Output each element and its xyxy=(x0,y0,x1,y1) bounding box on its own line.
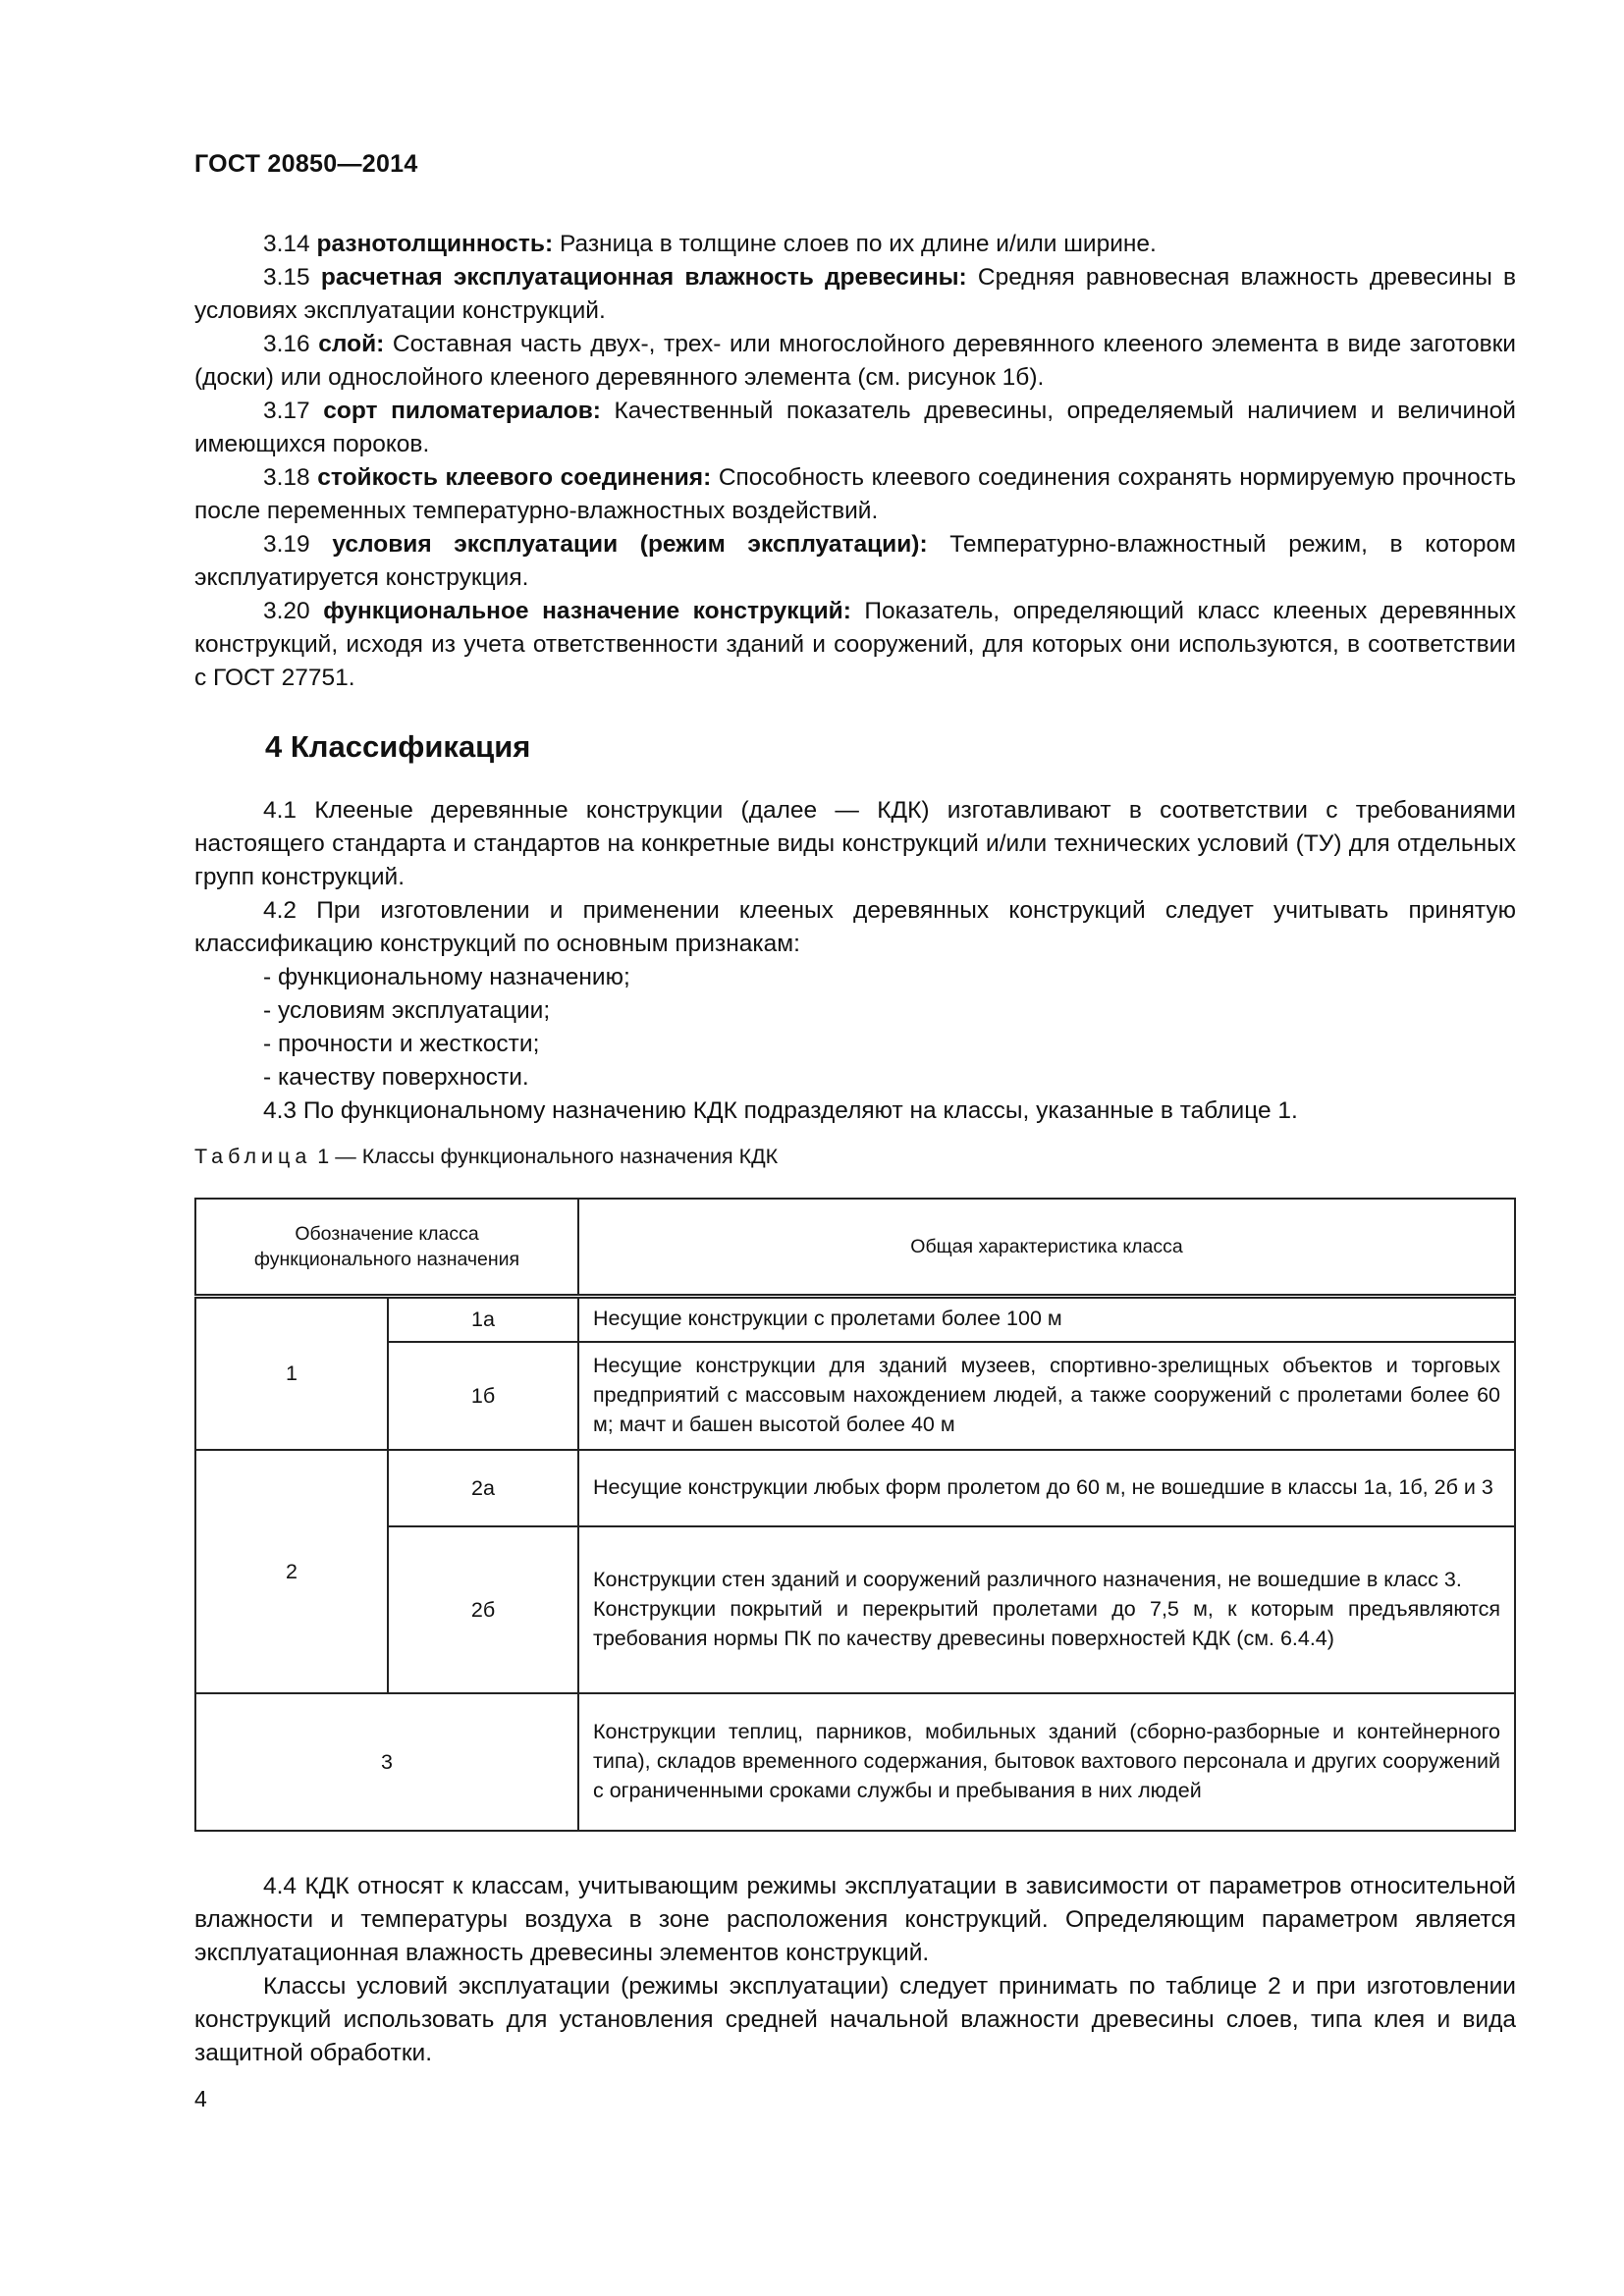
definition-3-15 xyxy=(194,261,1516,328)
classification-section xyxy=(194,794,1516,1128)
paragraph-4-1: 4.1 Клееные деревянные конструкции (далее — КДК) изготавливают в соответствии с требованиями настоящего стандарта и стандартов на конкретные виды конструкций и/или технических условий (ТУ) для отдельных групп конструкций. xyxy=(194,797,1516,890)
classes-table xyxy=(194,1198,1516,1832)
description-cell: Несущие конструкции любых форм пролетом до 60 м, не вошедшие в классы 1а, 1б, 2б и 3 xyxy=(578,1450,1515,1526)
header-class-description: Общая характеристика класса xyxy=(578,1199,1515,1297)
table-caption xyxy=(194,1145,778,1169)
definition-term: стойкость клеевого соединения: xyxy=(317,464,712,491)
table-row xyxy=(195,1526,1515,1693)
definition-text: Способность клеевого соединения сохранять нормируемую прочность после переменных температурно-влажностных воздействий. xyxy=(194,464,1517,524)
subclass-cell: 1б xyxy=(388,1342,578,1450)
table-row xyxy=(195,1693,1515,1831)
definition-term: расчетная эксплуатационная влажность древесины: xyxy=(320,264,967,291)
page-number: 4 xyxy=(194,2086,207,2111)
after-table-section xyxy=(194,1870,1516,2070)
definitions-list xyxy=(194,228,1516,695)
definition-number: 3.18 xyxy=(263,464,310,491)
definition-3-16 xyxy=(194,328,1516,395)
table-row xyxy=(195,1342,1515,1450)
definition-3-14 xyxy=(194,228,1516,261)
group-cell: 1 xyxy=(195,1297,388,1450)
paragraph-4-4: 4.4 КДК относят к классам, учитывающим режимы эксплуатации в зависимости от параметров относительной влажности и температуры воздуха в зоне расположения конструкций. Определяющим параметром является эксплуатационная влажность древесины элементов конструкций. xyxy=(194,1873,1516,1966)
definition-text: Составная часть двух-, трех- или многослойного деревянного клееного элемента в виде заготовки (доски) или однослойного клееного деревянного элемента (см. рисунок 1б). xyxy=(194,331,1516,391)
definition-text: Показатель, определяющий класс клееных деревянных конструкций, исходя из учета ответственности зданий и сооружений, для которых они используются, в соответствии с ГОСТ 27751. xyxy=(194,598,1516,691)
table-row xyxy=(195,1297,1515,1342)
table-header-row xyxy=(195,1199,1515,1297)
document-header: ГОСТ 20850—2014 xyxy=(194,150,418,178)
definition-term: слой: xyxy=(318,331,385,357)
definition-term: функциональное назначение конструкций: xyxy=(323,598,851,624)
group-cell: 2 xyxy=(195,1450,388,1693)
list-item: - условиям эксплуатации; xyxy=(263,997,551,1024)
definition-number: 3.15 xyxy=(263,264,310,291)
description-cell: Несущие конструкции с пролетами более 100 м xyxy=(578,1297,1515,1342)
paragraph-4-4-continued: Классы условий эксплуатации (режимы эксплуатации) следует принимать по таблице 2 и при изготовлении конструкций использовать для установления средней начальной влажности древесины слоев, типа клея и вида защитной обработки. xyxy=(194,1973,1516,2066)
definition-text: Разница в толщине слоев по их длине и/или ширине. xyxy=(553,231,1157,257)
table-caption-word: Таблица xyxy=(194,1145,312,1168)
definition-number: 3.17 xyxy=(263,398,310,424)
definition-3-19 xyxy=(194,528,1516,595)
group-cell: 3 xyxy=(195,1693,578,1831)
subclass-cell: 2а xyxy=(388,1450,578,1526)
description-cell xyxy=(578,1526,1515,1693)
list-item: - качеству поверхности. xyxy=(263,1064,529,1091)
section-title: 4 Классификация xyxy=(265,729,531,764)
subclass-cell: 2б xyxy=(388,1526,578,1693)
description-cell: Конструкции теплиц, парников, мобильных зданий (сборно-разборные и контейнерного типа), складов временного содержания, бытовок вахтового персонала и других сооружений с ограниченными сроками службы и пребывания в них людей xyxy=(578,1693,1515,1831)
description-cell: Несущие конструкции для зданий музеев, спортивно-зрелищных объектов и торговых предприятий с массовым нахождением людей, а также сооружений с пролетами более 60 м; мачт и башен высотой более 40 м xyxy=(578,1342,1515,1450)
list-item: - прочности и жесткости; xyxy=(263,1031,540,1057)
list-item: - функциональному назначению; xyxy=(263,964,630,990)
definition-number: 3.16 xyxy=(263,331,310,357)
definition-3-20 xyxy=(194,595,1516,695)
paragraph-4-2: 4.2 При изготовлении и применении клееных деревянных конструкций следует учитывать принятую классификацию конструкций по основным признакам: xyxy=(194,897,1516,957)
subclass-cell: 1а xyxy=(388,1297,578,1342)
definition-text: Качественный показатель древесины, определяемый наличием и величиной имеющихся пороков. xyxy=(194,398,1516,457)
definition-term: условия эксплуатации (режим эксплуатации): xyxy=(332,531,928,558)
definition-3-18 xyxy=(194,461,1516,528)
definition-text: Средняя равновесная влажность древесины в условиях эксплуатации конструкций. xyxy=(194,264,1517,324)
definition-number: 3.20 xyxy=(263,598,310,624)
definition-number: 3.14 xyxy=(263,231,310,257)
definition-term: сорт пиломатериалов: xyxy=(323,398,601,424)
description-line: Конструкции стен зданий и сооружений различного назначения, не вошедшие в класс 3. xyxy=(593,1567,1462,1591)
table-caption-text: 1 — Классы функционального назначения КДК xyxy=(311,1145,779,1168)
header-class-designation: Обозначение класса функционального назначения xyxy=(195,1199,578,1297)
definition-term: разнотолщинность: xyxy=(316,231,554,257)
table-row xyxy=(195,1450,1515,1526)
definition-3-17 xyxy=(194,395,1516,461)
description-line: Конструкции покрытий и перекрытий пролетами до 7,5 м, к которым предъявляются требования нормы ПК по качеству древесины поверхностей КДК (см. 6.4.4) xyxy=(593,1596,1500,1650)
paragraph-4-3: 4.3 По функциональному назначению КДК подразделяют на классы, указанные в таблице 1. xyxy=(263,1097,1298,1124)
definition-number: 3.19 xyxy=(263,531,310,558)
definition-text: Температурно-влажностный режим, в котором эксплуатируется конструкция. xyxy=(194,531,1516,591)
